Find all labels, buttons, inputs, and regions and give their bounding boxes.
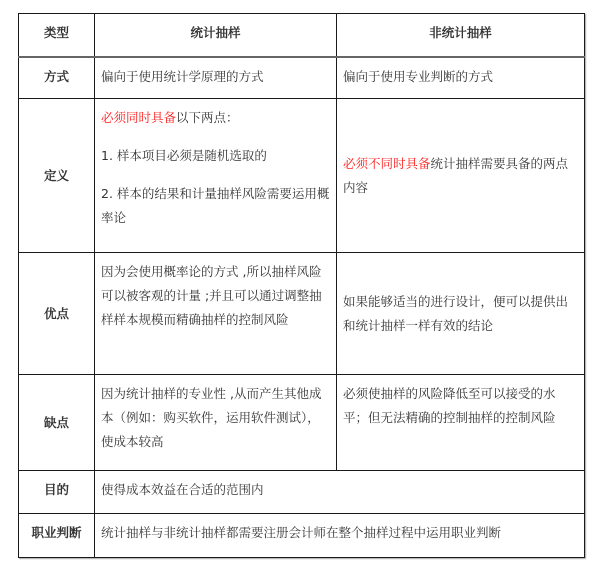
- definition-non-stat-rest: 统计抽样需要具备的两点内容: [343, 155, 569, 195]
- row-disadvantages: [19, 375, 585, 471]
- advantages-statistical: 因为会使用概率论的方式 ,所以抽样风险可以被客观的计量 ;并且可以通过调整抽样样本规模而精确抽样的控制风险: [95, 253, 337, 375]
- row-definition: [19, 99, 585, 253]
- row-label-method: 方式: [19, 57, 95, 99]
- header-non-statistical-sampling: 非统计抽样: [337, 14, 585, 57]
- row-label-definition: 定义: [19, 99, 95, 253]
- professional-judgment-value: 统计抽样与非统计抽样都需要注册会计师在整个抽样过程中运用职业判断: [95, 514, 585, 558]
- definition-intro-highlight: 必须同时具备: [101, 110, 177, 125]
- row-label-disadvantages: 缺点: [19, 375, 95, 471]
- definition-statistical: [95, 99, 337, 253]
- header-type: 类型: [19, 14, 95, 57]
- definition-non-statistical: [337, 99, 585, 253]
- method-non-statistical: 偏向于使用专业判断的方式: [337, 57, 585, 99]
- definition-point-1: 1. 样本项目必须是随机选取的: [101, 148, 267, 163]
- definition-intro-rest: 以下两点：: [176, 110, 239, 125]
- row-method: [19, 57, 585, 99]
- row-label-purpose: 目的: [19, 471, 95, 514]
- definition-point-2: 2. 样本的结果和计量抽样风险需要运用概率论: [101, 186, 330, 225]
- header-row: [19, 14, 585, 57]
- method-statistical: 偏向于使用统计学原理的方式: [95, 57, 337, 99]
- comparison-table: [18, 13, 585, 558]
- row-purpose: [19, 471, 585, 514]
- purpose-value: 使得成本效益在合适的范围内: [95, 471, 585, 514]
- header-statistical-sampling: 统计抽样: [95, 14, 337, 57]
- disadvantages-non-statistical: 必须使抽样的风险降低至可以接受的水平；但无法精确的控制抽样的控制风险: [337, 375, 585, 471]
- definition-non-stat-highlight: 必须不同时具备: [343, 155, 431, 171]
- row-label-professional-judgment: 职业判断: [19, 514, 95, 558]
- definition-intro: [101, 106, 330, 130]
- disadvantages-statistical: 因为统计抽样的专业性 ,从而产生其他成本（例如：购买软件，运用软件测试），使成本较高: [95, 375, 337, 471]
- row-advantages: [19, 253, 585, 375]
- row-professional-judgment: [19, 514, 585, 558]
- advantages-non-statistical: 如果能够适当的进行设计，便可以提供出和统计抽样一样有效的结论: [337, 253, 585, 375]
- row-label-advantages: 优点: [19, 253, 95, 375]
